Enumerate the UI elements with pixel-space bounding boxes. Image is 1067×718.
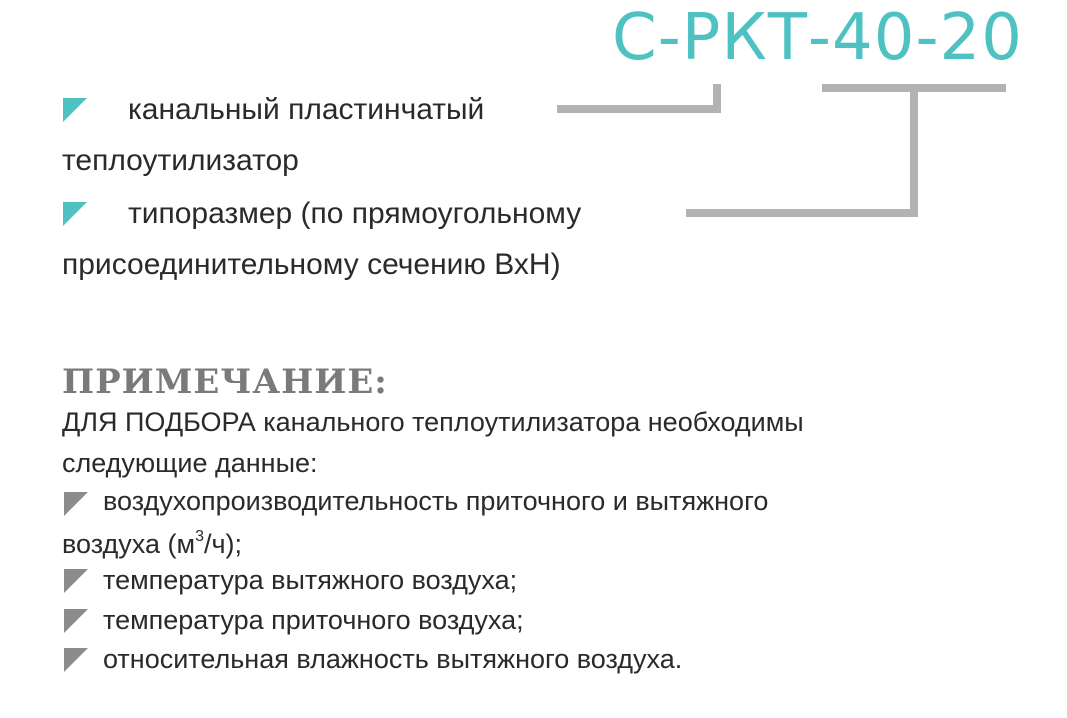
connector-line-size xyxy=(686,88,914,213)
note-item-1-line-1: воздухопроизводительность приточного и вытяжного xyxy=(103,486,769,516)
note-item-1-prefix: воздуха (м xyxy=(62,529,196,559)
model-code: С-РКТ-40-20 xyxy=(612,1,1023,75)
gray-triangle-icon xyxy=(64,648,88,672)
legend-item-2-line-1: типоразмер (по прямоугольному xyxy=(128,197,582,230)
note-item-4: относительная влажность вытяжного воздуха. xyxy=(103,644,683,674)
note-intro-line-1: ДЛЯ ПОДБОРА канального теплоутилизатора необходимы xyxy=(62,407,804,437)
gray-triangle-icon xyxy=(64,569,88,593)
note-item-1-suffix: /ч); xyxy=(203,529,243,559)
legend-item-2-line-2: присоединительному сечению ВхН) xyxy=(62,248,561,281)
gray-triangle-icon xyxy=(64,492,88,516)
gray-triangle-icon xyxy=(64,609,88,633)
note-item-3: температура приточного воздуха; xyxy=(103,605,524,635)
note-title: ПРИМЕЧАНИЕ: xyxy=(62,362,388,402)
teal-triangle-icon xyxy=(63,98,87,122)
connector-line-type xyxy=(557,84,717,109)
note-intro-line-2: следующие данные: xyxy=(62,448,318,478)
superscript-three: 3 xyxy=(195,528,204,545)
note-item-2: температура вытяжного воздуха; xyxy=(103,565,518,595)
legend-item-1-line-1: канальный пластинчатый xyxy=(128,93,485,126)
note-item-1-line-2 xyxy=(62,527,242,560)
teal-triangle-icon xyxy=(63,202,87,226)
legend-item-1-line-2: теплоутилизатор xyxy=(62,144,299,177)
